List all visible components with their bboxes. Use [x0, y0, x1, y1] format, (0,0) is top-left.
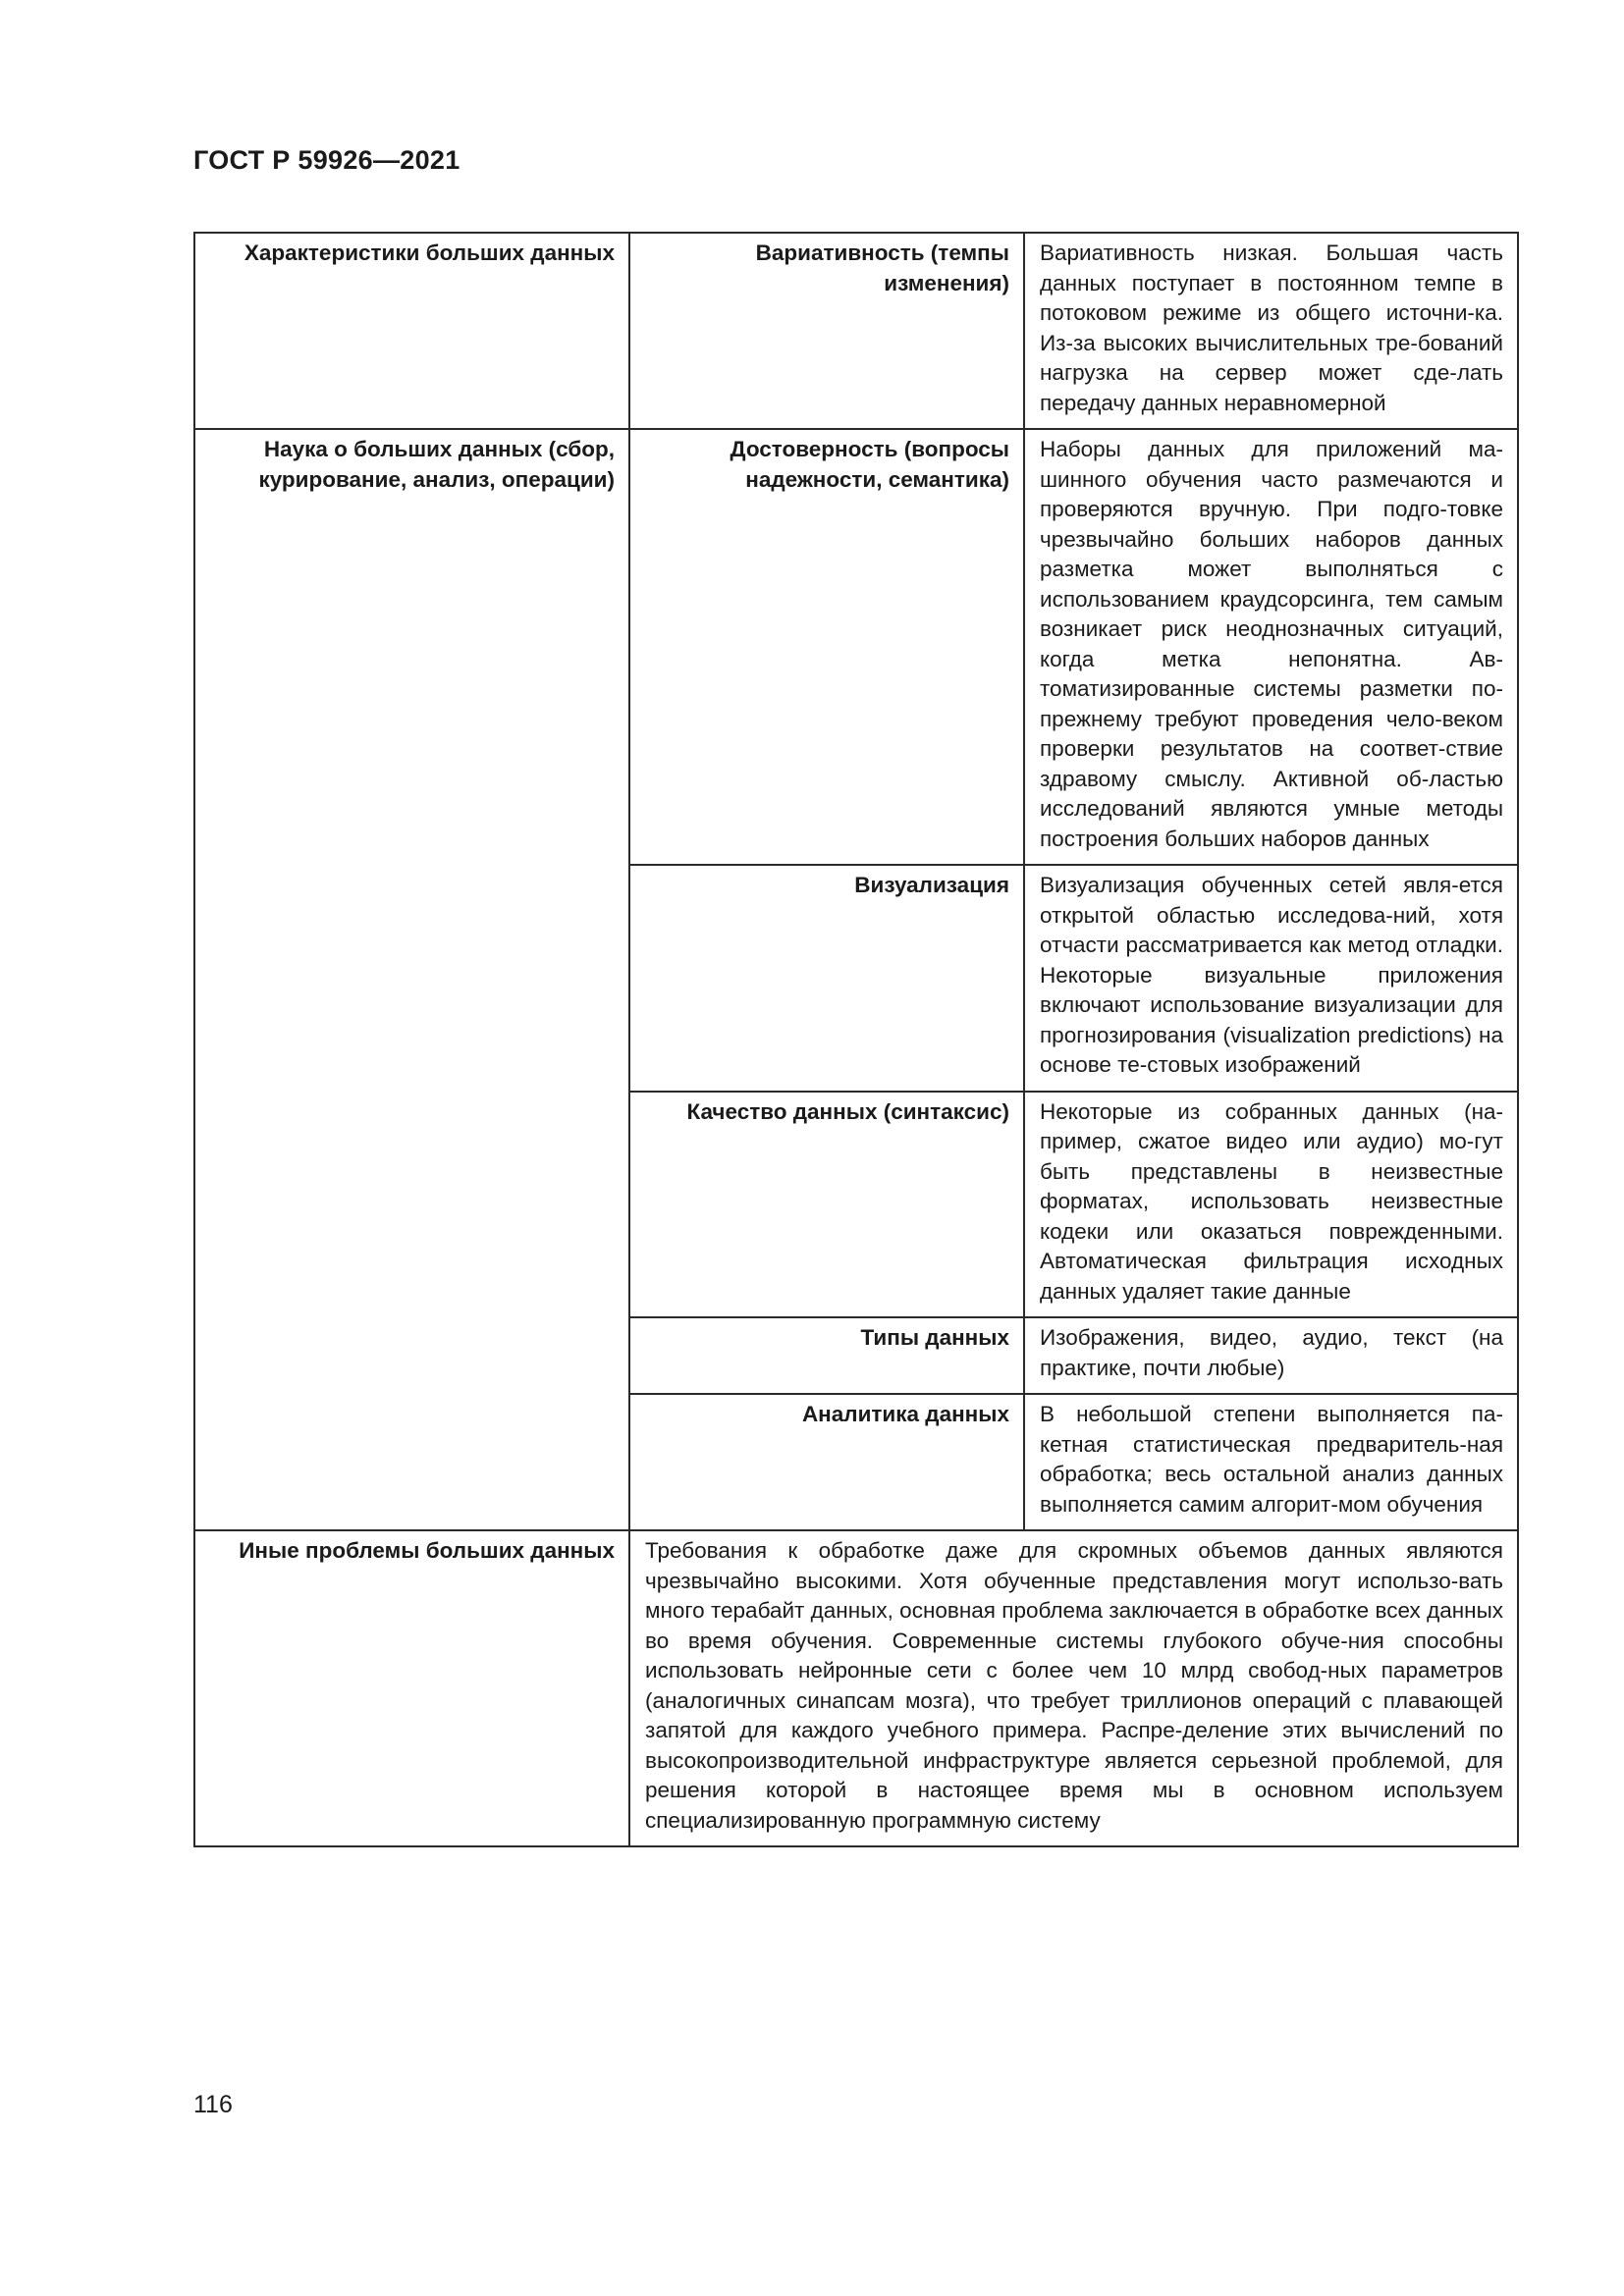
description-cell: Некоторые из собранных данных (на-пример, сжатое видео или аудио) мо-гут быть представлены в неизвестные форматах, использовать неизвестные кодеки или оказаться поврежденными. Автоматическая фильтрация исходных данных удаляет такие данные	[1024, 1092, 1518, 1318]
aspect-cell: Типы данных	[629, 1317, 1024, 1394]
category-cell	[194, 865, 629, 1092]
table-row	[194, 1530, 1518, 1846]
aspect-cell: Вариативность (темпы изменения)	[629, 233, 1024, 429]
category-cell: Иные проблемы больших данных	[194, 1530, 629, 1846]
aspect-cell: Достоверность (вопросы надежности, семантика)	[629, 429, 1024, 865]
aspect-cell: Аналитика данных	[629, 1394, 1024, 1530]
table-row	[194, 429, 1518, 865]
category-cell	[194, 1317, 629, 1394]
table-row	[194, 1092, 1518, 1318]
table-row	[194, 233, 1518, 429]
category-cell	[194, 1092, 629, 1318]
description-cell: Визуализация обученных сетей явля-ется открытой областью исследова-ний, хотя отчасти рассматривается как метод отладки. Некоторые визуальные приложения включают использование визуализации для прогнозирования (visualization predictions) на основе те-стовых изображений	[1024, 865, 1518, 1092]
document-id: ГОСТ Р 59926—2021	[193, 145, 460, 175]
aspect-cell: Качество данных (синтаксис)	[629, 1092, 1024, 1318]
table-row	[194, 1394, 1518, 1530]
category-cell	[194, 1394, 629, 1530]
description-cell: В небольшой степени выполняется па-кетная статистическая предваритель-ная обработка; весь остальной анализ данных выполняется самим алгорит-мом обучения	[1024, 1394, 1518, 1530]
description-cell: Наборы данных для приложений ма-шинного обучения часто размечаются и проверяются вручную. При подго-товке чрезвычайно больших наборов данных разметка может выполняться с использованием краудсорсинга, тем самым возникает риск неоднозначных ситуаций, когда метка непонятна. Ав-томатизированные системы разметки по-прежнему требуют проведения чело-веком проверки результатов на соответ-ствие здравому смыслу. Активной об-ластью исследований являются умные методы построения больших наборов данных	[1024, 429, 1518, 865]
category-cell: Характеристики больших данных	[194, 233, 629, 429]
description-cell: Изображения, видео, аудио, текст (на практике, почти любые)	[1024, 1317, 1518, 1394]
page-number: 116	[193, 2091, 233, 2118]
description-cell-wide: Требования к обработке даже для скромных объемов данных являются чрезвычайно высокими. Хотя обученные представления могут использо-вать много терабайт данных, основная проблема заключается в обработке всех данных во время обучения. Современные системы глубокого обуче-ния способны использовать нейронные сети с более чем 10 млрд свобод-ных параметров (аналогичных синапсам мозга), что требует триллионов операций с плавающей запятой для каждого учебного примера. Распре-деление этих вычислений по высокопроизводительной инфраструктуре является серьезной проблемой, для решения которой в настоящее время мы в основном используем специализированную программную систему	[629, 1530, 1518, 1846]
description-cell: Вариативность низкая. Большая часть данных поступает в постоянном темпе в потоковом режиме из общего источни-ка. Из-за высоких вычислительных тре-бований нагрузка на сервер может сде-лать передачу данных неравномерной	[1024, 233, 1518, 429]
aspect-cell: Визуализация	[629, 865, 1024, 1092]
table-row	[194, 1317, 1518, 1394]
big-data-characteristics-table	[193, 232, 1519, 1847]
table-row	[194, 865, 1518, 1092]
category-cell: Наука о больших данных (сбор, курирование, анализ, операции)	[194, 429, 629, 865]
